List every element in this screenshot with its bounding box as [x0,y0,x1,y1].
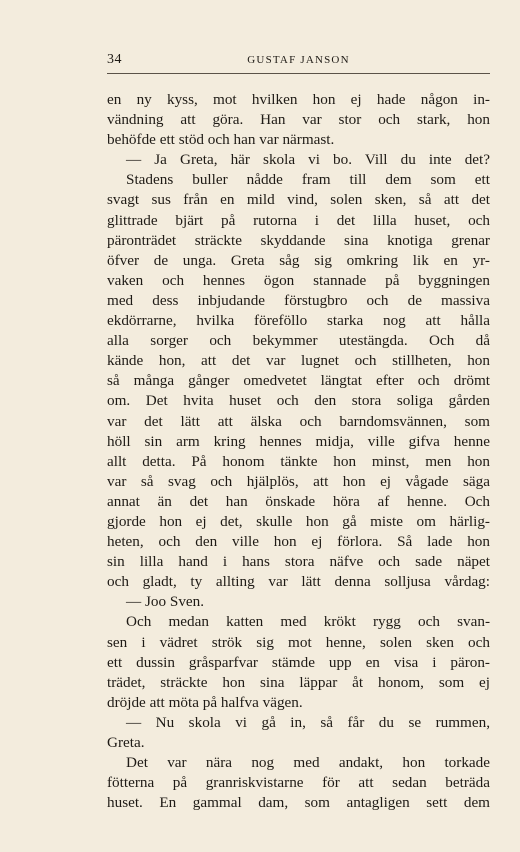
running-head: GUSTAF JANSON [247,54,350,66]
text-line: öfver de unga. Greta såg sig omkring lik en yr- [107,251,490,269]
text-line: huset. En gammal dam, som antagligen sett dem [107,794,490,812]
text-line: glittrade bjärt på rutorna i det lilla huset, och [107,211,490,229]
text-line: päronträdet sträckte skyddande sina knotiga grenar [107,231,490,249]
page-header [107,52,490,74]
text-line: — Joo Sven. [126,593,205,611]
text-line: Och medan katten med krökt rygg och svan- [126,613,490,631]
text-line: — Nu skola vi gå in, så får du se rummen, [126,713,490,731]
text-line: alla sorger och bekymmer utestängda. Och då [107,332,490,350]
text-line: gjorde hon ej det, skulle hon gå miste om härlig- [107,512,490,530]
header-rule [107,73,490,74]
text-line: trädet, sträckte hon sina läppar åt honom, som ej [107,673,490,691]
text-line: vändning att göra. Han var stor och stark, hon [107,111,490,129]
text-line: svagt sus från en mild vind, solen sken, så att det [107,191,490,209]
text-line: — Ja Greta, här skola vi bo. Vill du inte det? [126,151,490,169]
text-line: vaken och hennes ögon stannade på byggningen [107,271,490,289]
text-line: fötterna på granriskvistarne för att sedan beträda [107,774,490,792]
text-line: och gladt, ty allting var lätt denna solljusa vårdag: [107,573,490,591]
text-line: Greta. [107,734,145,751]
text-line: sen i vädret strök sig mot henne, solen sken och [107,633,490,651]
text-line: behöfde ett stöd och han var närmast. [107,131,335,149]
text-line: annat än det han önskade höra af henne. Och [107,492,490,510]
text-line: med dess inbjudande förstugbro och de massiva [107,291,490,309]
body-text [107,90,490,813]
text-line: var så svag och hjälplös, att hon ej vågade säga [107,472,490,490]
text-line: sin lilla hand i hans stora näfve och sade näpet [107,553,490,571]
text-line: Det var nära nog med andakt, hon torkade [126,754,490,772]
text-line: heten, och den ville hon ej förlora. Så lade hon [107,533,490,551]
text-line: ett dussin gråsparfvar stämde upp en visa i päron- [107,653,490,671]
page-number: 34 [107,52,122,67]
text-line: ekdörrarne, hvilka föreföllo starka nog att hålla [107,312,490,330]
text-line: Stadens buller nådde fram till dem som ett [126,171,490,189]
text-line: höll sin arm kring hennes midja, ville gifva henne [107,432,490,450]
text-line: dröjde att möta på halfva vägen. [107,693,303,711]
text-line: om. Det hvita huset och den stora soliga gården [107,392,490,410]
text-line: så många gånger omedvetet längtat efter och drömt [107,372,490,390]
text-line: en ny kyss, mot hvilken hon ej hade någon in- [107,91,490,108]
text-line: kände hon, att det var lugnet och stillheten, hon [107,352,490,370]
text-line: var det lätt att älska och barndomsvännen, som [107,412,490,430]
text-line: allt detta. På honom tänkte hon minst, men hon [107,452,490,470]
